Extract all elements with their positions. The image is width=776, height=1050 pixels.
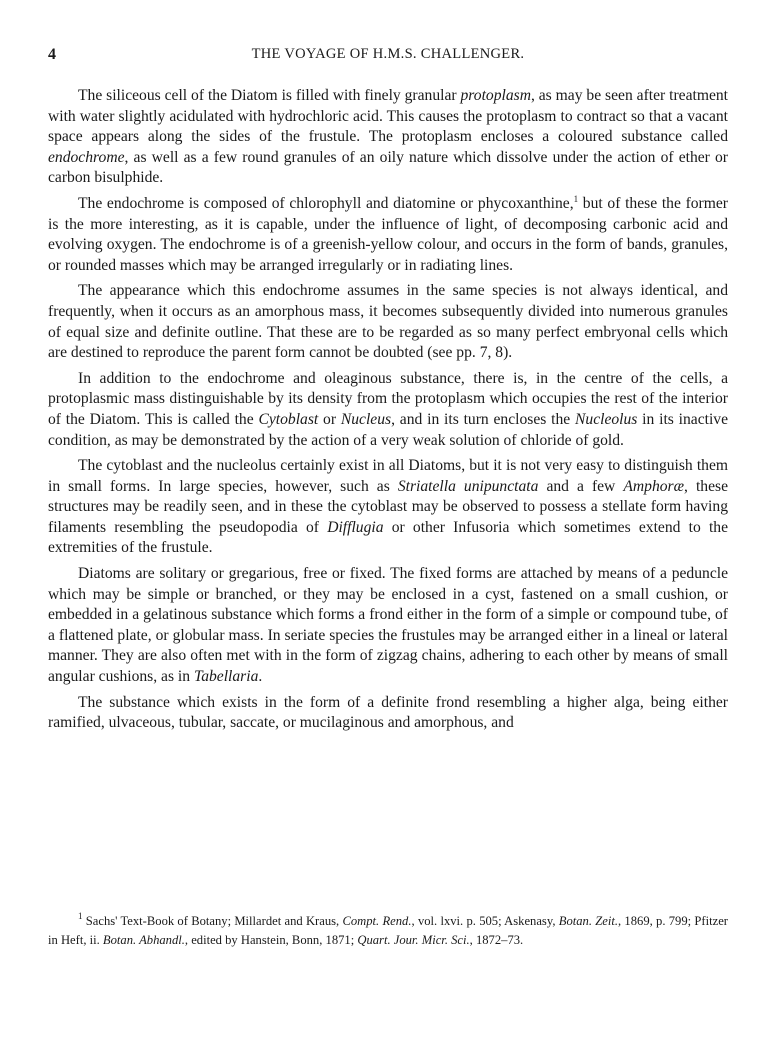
taxon-tabellaria: Tabellaria — [193, 668, 259, 686]
paragraph-7: The substance which exists in the form of a definite frond resembling a higher alga, being either ramified, ulvaceous, tubular, saccate, or mucilaginous and amorphous, and — [48, 693, 728, 732]
term-protoplasm: protoplasm — [460, 87, 531, 104]
body-text — [48, 86, 728, 739]
paragraph-2: The endochrome is composed of chlorophyll and diatomine or phycoxanthine,$^1$ but of these the former is the more interesting, as it is capable, under the influence of light, of decomposing carbonic acid and evolving oxygen. The endochrome is of a greenish-yellow colour, and occurs in the form of bands, granules, or rounded masses which may be arranged irregularly or in radiating lines. — [48, 193, 728, 274]
footnote-reference[interactable]: 1 — [573, 193, 579, 204]
taxon-difflugia: Difflugia — [327, 518, 384, 536]
paragraph-1: The siliceous cell of the Diatom is filled with finely granular protoplasm, as may be seen after treatment with water slightly acidulated with hydrochloric acid. This causes the protoplasm to contract so that a vacant space appears along the sides of the frustule. The protoplasm encloses a coloured substance called endochrome, as well as a few round granules of an oily nature which dissolve under the action of ether or carbon bisulphide. — [48, 87, 729, 187]
footnotes — [48, 912, 728, 950]
running-title: THE VOYAGE OF H.M.S. CHALLENGER. — [251, 46, 525, 62]
page-header — [48, 46, 728, 70]
paragraph-3: The appearance which this endochrome assumes in the same species is not always identical, and frequently, when it occurs as an amorphous mass, it becomes subsequently divided into numerous granules of equal size and definite outline. That these are to be regarded as so many perfect embryonal cells which are destined to reproduce the parent form cannot be doubted (see pp. 7, 8). — [48, 282, 728, 362]
term-endochrome: endochrome — [48, 148, 125, 166]
paragraph-5: The cytoblast and the nucleolus certainly exist in all Diatoms, but it is not very easy to distinguish them in small forms. In large species, however, such as Striatella unipunctata and a few Amphoræ, these structures may be readily seen, and in these the cytoblast may be observed to possess a stellate form having filaments resembling the pseudopodia of Difflugia or other Infusoria which sometimes extend to the extremities of the frustule. — [48, 457, 728, 557]
paragraph-4: In addition to the endochrome and oleaginous substance, there is, in the centre of the cells, a protoplasmic mass distinguishable by its density from the protoplasm which occupies the rest of the interior of the Diatom. This is called the Cytoblast or Nucleus, and in its turn encloses the Nucleolus in its inactive condition, as may be demonstrated by the action of a very weak solution of chloride of gold. — [48, 369, 729, 449]
footnote-1: $^1$ Sachs' Text-Book of Botany; Millardet and Kraus, Compt. Rend., vol. lxvi. p. 505; Askenasy, Botan. Zeit., 1869, p. 799; Pfitzer in Heft, ii. Botan. Abhandl., edited by Hanstein, Bonn, 1871; Quart. Jour. Micr. Sci., 1872–73. — [48, 911, 728, 947]
taxon-amphorae: Amphoræ — [623, 477, 685, 495]
paragraph-6: Diatoms are solitary or gregarious, free or fixed. The fixed forms are attached by means of a peduncle which may be simple or branched, or they may be enclosed in a cyst, fastened on a small cushion, or embedded in a gelatinous substance which forms a frond either in the form of a simple or compound tube, of a flattened plate, or globular mass. In seriate species the frustules may be arranged either in a lineal or lateral manner. They are also often met with in the form of zigzag chains, adhering to each other by means of small angular cushions, as in Tabellaria. — [48, 565, 728, 686]
page-number: 4 — [48, 46, 57, 63]
term-nucleus: Nucleus — [340, 410, 392, 428]
footnote-marker: 1 — [78, 911, 83, 921]
term-nucleolus: Nucleolus — [575, 410, 638, 428]
term-cytoblast: Cytoblast — [258, 410, 319, 428]
taxon-striatella: Striatella unipunctata — [397, 477, 539, 495]
